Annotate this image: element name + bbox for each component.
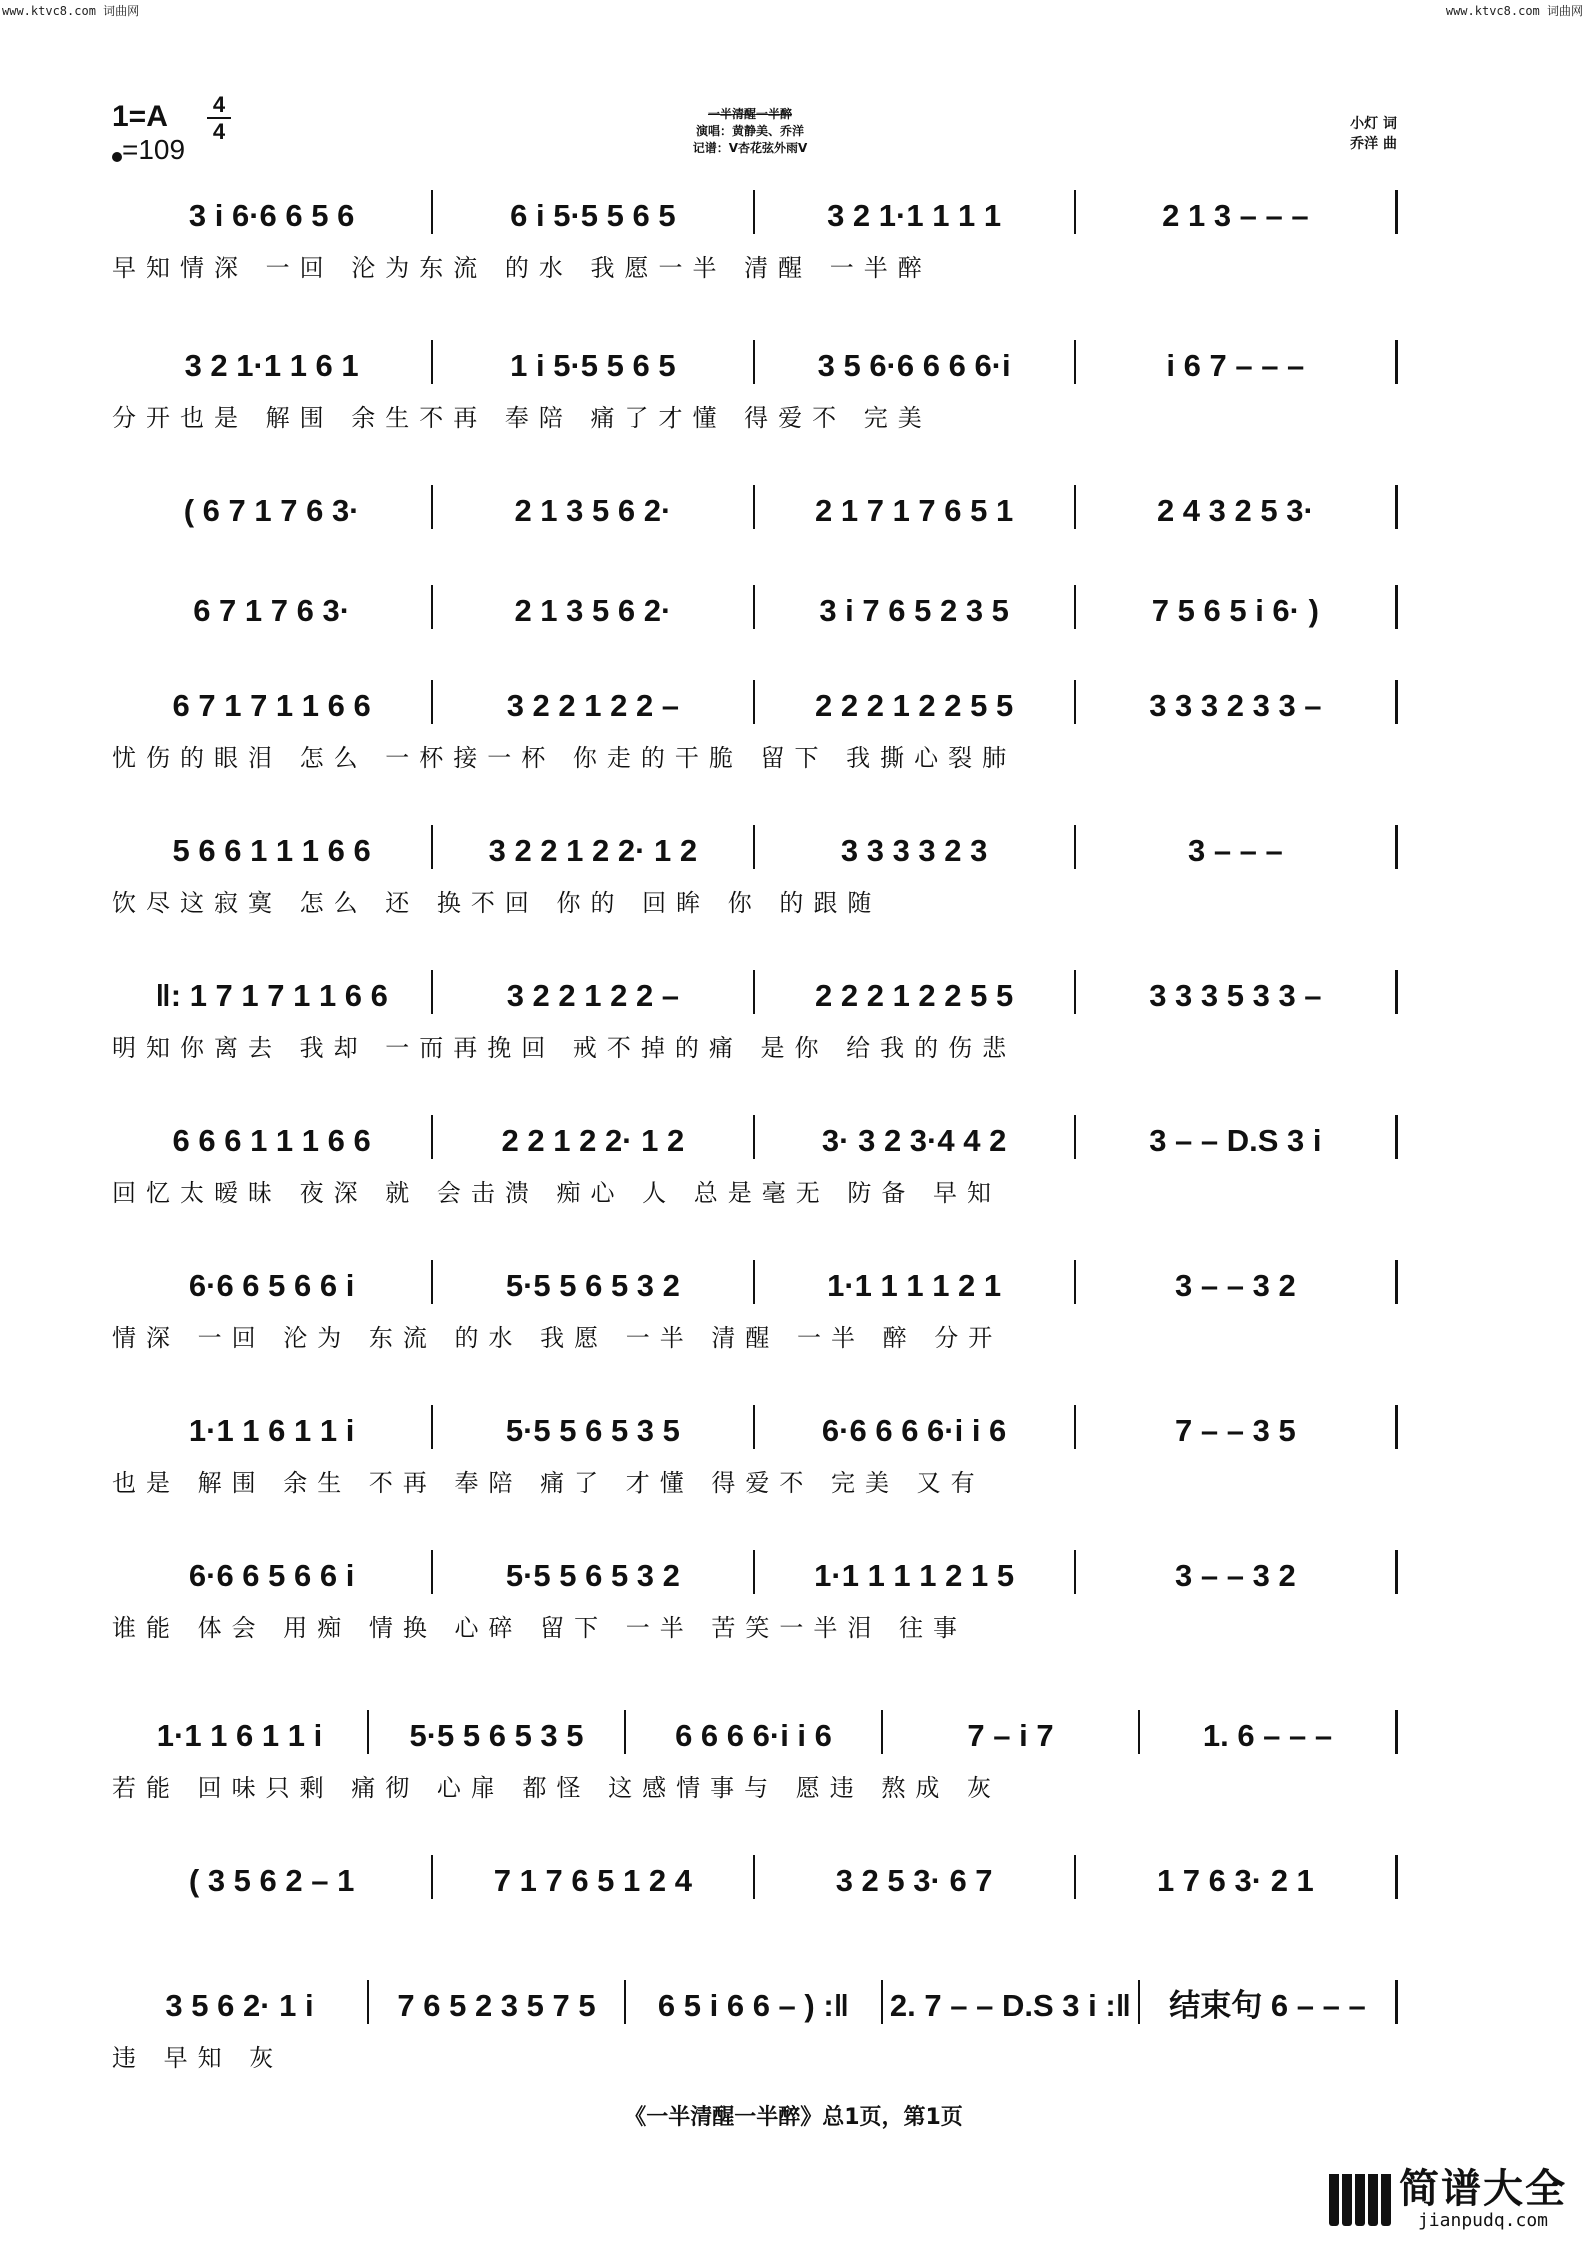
measure	[755, 825, 1076, 869]
measure	[1076, 190, 1398, 234]
measure-notes: 1·1 1 6 1 1 i	[188, 1413, 355, 1448]
notes-row	[112, 825, 1398, 869]
measure-notes: 2 2 2 1 2 2 5 5	[815, 688, 1014, 723]
measure-notes: 5·5 5 6 5 3 5	[505, 1413, 680, 1448]
measure-notes: 7 6 5 2 3 5 7 5	[397, 1988, 596, 2023]
measure	[755, 1405, 1076, 1449]
piano-keys-icon	[1329, 2174, 1391, 2226]
logo-url: jianpudq.com	[1417, 2210, 1549, 2231]
measure-notes: 3 – – –	[1187, 833, 1283, 868]
measure-notes: 3 2 1·1 1 1 1	[827, 198, 1002, 233]
measure	[1076, 1260, 1398, 1304]
measure-notes: 6 5 i 6 6 – ) :‖	[657, 1988, 850, 2023]
measure	[1076, 825, 1398, 869]
measure	[112, 1980, 369, 2024]
lyrics-row: 谁能 体会 用痴 情换 心碎 留下 一半 苦笑一半泪 往事	[112, 1614, 968, 1640]
score-line	[112, 1115, 1398, 1205]
measure	[433, 585, 754, 629]
page-footer: 《一半清醒一半醉》总1页，第1页	[624, 2105, 963, 2130]
measure-notes: 1·1 1 1 1 2 1	[827, 1268, 1002, 1303]
notes-row	[112, 680, 1398, 724]
logo-text	[1399, 2168, 1567, 2231]
measure	[112, 1550, 433, 1594]
measure	[1076, 585, 1398, 629]
score-line	[112, 1980, 1398, 2070]
measure-notes: 3 5 6 2· 1 i	[165, 1988, 314, 2023]
song-title: 一半清醒一半醉	[707, 107, 792, 121]
measure	[112, 1260, 433, 1304]
measure	[1076, 1405, 1398, 1449]
notes-row	[112, 585, 1398, 629]
measure-notes: 2. 7 – – D.S 3 i :‖	[889, 1988, 1132, 2023]
site-logo	[1329, 2168, 1567, 2231]
measure	[112, 340, 433, 384]
measure	[1076, 680, 1398, 724]
composer: 乔洋 曲	[1350, 136, 1397, 152]
lyrics-row: 情深 一回 沦为 东流 的水 我愿 一半 清醒 一半 醉 分开	[112, 1324, 1003, 1350]
measure-notes: 3 i 7 6 5 2 3 5	[819, 593, 1009, 628]
measure-notes: i 6 7 – – –	[1166, 348, 1305, 383]
measure	[112, 1710, 369, 1754]
watermark-left: www.ktvc8.com 词曲网	[2, 4, 140, 18]
measure	[755, 680, 1076, 724]
measure	[369, 1710, 626, 1754]
measure	[755, 1550, 1076, 1594]
measure	[433, 485, 754, 529]
notes-row	[112, 1980, 1398, 2024]
score-line	[112, 825, 1398, 915]
score-line	[112, 485, 1398, 575]
key-signature: 1=A	[112, 100, 168, 133]
time-bottom: 4	[212, 119, 226, 144]
tempo-marking	[112, 134, 185, 166]
measure	[433, 970, 754, 1014]
measure-notes: 3 3 3 3 2 3	[840, 833, 988, 868]
measure	[112, 1115, 433, 1159]
measure	[112, 825, 433, 869]
measure	[112, 1405, 433, 1449]
measure-notes: 7 – i 7	[967, 1718, 1054, 1753]
measure-notes: 3 3 3 5 3 3 –	[1149, 978, 1322, 1013]
measure-notes: 6·6 6 5 6 6 i	[188, 1558, 355, 1593]
measure	[112, 1855, 433, 1899]
score-line	[112, 1855, 1398, 1945]
measure	[1076, 970, 1398, 1014]
measure-notes: 2 2 1 2 2· 1 2	[501, 1123, 685, 1158]
watermark-right: www.ktvc8.com 词曲网	[1445, 4, 1583, 18]
measure-notes: 3 2 2 1 2 2 –	[506, 688, 680, 723]
score-line	[112, 1260, 1398, 1350]
notes-row	[112, 970, 1398, 1014]
measure	[369, 1980, 626, 2024]
measure-notes: 3 – – D.S 3 i	[1149, 1123, 1322, 1158]
measure	[755, 485, 1076, 529]
lyrics-row: 分开也是 解围 余生不再 奉陪 痛了才懂 得爱不 完美	[112, 404, 932, 430]
quarter-note-icon	[112, 152, 122, 162]
lyrics-row: 明知你离去 我却 一而再挽回 戒不掉的痛 是你 给我的伤悲	[112, 1034, 1017, 1060]
score-line	[112, 1405, 1398, 1495]
measure-notes: 2 1 3 – – –	[1162, 198, 1309, 233]
measure	[755, 970, 1076, 1014]
measure-notes: 3 2 1·1 1 6 1	[184, 348, 359, 383]
measure	[433, 190, 754, 234]
notes-row	[112, 1855, 1398, 1899]
transcriber: 记谱：V杏花弦外雨V	[692, 141, 808, 155]
measure-notes: 6 7 1 7 1 1 6 6	[172, 688, 371, 723]
measure	[755, 340, 1076, 384]
measure-notes: 3 – – 3 2	[1175, 1558, 1296, 1593]
measure-notes: 7 – – 3 5	[1175, 1413, 1296, 1448]
notes-row	[112, 485, 1398, 529]
score-line	[112, 340, 1398, 430]
notes-row	[112, 190, 1398, 234]
measure-notes: 5·5 5 6 5 3 5	[409, 1718, 584, 1753]
notes-row	[112, 1550, 1398, 1594]
measure	[112, 970, 433, 1014]
lyrics-row: 饮尽这寂寞 怎么 还 换不回 你的 回眸 你 的跟随	[112, 889, 882, 915]
measure	[755, 585, 1076, 629]
lyrics-row: 早知情深 一回 沦为东流 的水 我愿一半 清醒 一半醉	[112, 254, 932, 280]
measure	[433, 1855, 754, 1899]
score-line	[112, 1710, 1398, 1800]
song-title-block	[630, 106, 870, 157]
measure-notes: 3 2 2 1 2 2 –	[506, 978, 680, 1013]
measure-notes: 结束句 6 – – –	[1169, 1988, 1366, 2023]
measure	[883, 1710, 1140, 1754]
measure-notes: 1 7 6 3· 2 1	[1156, 1863, 1314, 1898]
lyrics-row: 忧伤的眼泪 怎么 一杯接一杯 你走的干脆 留下 我撕心裂肺	[112, 744, 1017, 770]
score-line	[112, 585, 1398, 675]
measure-notes: 3 – – 3 2	[1175, 1268, 1296, 1303]
measure-notes: 6 6 6 6·i i 6	[675, 1718, 832, 1753]
measure-notes: 3· 3 2 3·4 4 2	[821, 1123, 1007, 1158]
measure-notes: ‖: 1 7 1 7 1 1 6 6	[155, 978, 388, 1013]
time-signature	[205, 92, 233, 144]
measure-notes: 6 7 1 7 6 3·	[193, 593, 351, 628]
credits	[1350, 114, 1397, 154]
measure-notes: 2 2 2 1 2 2 5 5	[815, 978, 1014, 1013]
measure	[1076, 1550, 1398, 1594]
measure-notes: 1·1 1 6 1 1 i	[156, 1718, 323, 1753]
measure-notes: 3 3 3 2 3 3 –	[1149, 688, 1322, 723]
measure-notes: 1 i 5·5 5 6 5	[510, 348, 676, 383]
measure	[112, 190, 433, 234]
logo-name: 简谱大全	[1399, 2166, 1567, 2212]
score-line	[112, 970, 1398, 1060]
score-line	[112, 190, 1398, 280]
measure	[755, 1115, 1076, 1159]
measure	[433, 1260, 754, 1304]
measure	[1076, 485, 1398, 529]
measure-notes: 7 5 6 5 i 6· )	[1151, 593, 1319, 628]
measure	[626, 1980, 883, 2024]
singer: 演唱：黄静美、乔洋	[695, 124, 804, 138]
tempo-value: =109	[122, 134, 186, 165]
measure-notes: 5 6 6 1 1 1 6 6	[172, 833, 371, 868]
measure	[112, 485, 433, 529]
measure	[112, 585, 433, 629]
measure-notes: ( 6 7 1 7 6 3·	[183, 493, 360, 528]
measure-notes: 6 6 6 1 1 1 6 6	[172, 1123, 371, 1158]
measure	[1140, 1980, 1398, 2024]
measure-notes: 1. 6 – – –	[1202, 1718, 1333, 1753]
measure-notes: 2 1 3 5 6 2·	[514, 493, 672, 528]
time-top: 4	[212, 92, 226, 117]
measure	[883, 1980, 1140, 2024]
measure	[1076, 340, 1398, 384]
measure	[1076, 1855, 1398, 1899]
lyrics-row: 若能 回味只剩 痛彻 心扉 都怪 这感情事与 愿违 熬成 灰	[112, 1774, 1002, 1800]
measure-notes: 5·5 5 6 5 3 2	[505, 1268, 680, 1303]
measure-notes: 3 2 5 3· 6 7	[835, 1863, 993, 1898]
score-line	[112, 680, 1398, 770]
notes-row	[112, 1405, 1398, 1449]
score-line	[112, 1550, 1398, 1640]
lyrics-row	[112, 543, 1398, 575]
notes-row	[112, 340, 1398, 384]
measure	[755, 190, 1076, 234]
measure	[433, 340, 754, 384]
measure-notes: 3 i 6·6 6 5 6	[188, 198, 355, 233]
measure-notes: 7 1 7 6 5 1 2 4	[493, 1863, 692, 1898]
measure	[433, 1115, 754, 1159]
measure-notes: 6·6 6 6 6·i i 6	[821, 1413, 1007, 1448]
measure	[1076, 1115, 1398, 1159]
measure-notes: 6 i 5·5 5 6 5	[510, 198, 676, 233]
notes-row	[112, 1260, 1398, 1304]
measure	[755, 1855, 1076, 1899]
lyricist: 小灯 词	[1350, 116, 1397, 132]
lyrics-row	[112, 643, 1398, 675]
measure	[1140, 1710, 1398, 1754]
lyrics-row: 也是 解围 余生 不再 奉陪 痛了 才懂 得爱不 完美 又有	[112, 1469, 985, 1495]
lyrics-row	[112, 1913, 1398, 1945]
measure	[433, 1550, 754, 1594]
measure-notes: 3 5 6·6 6 6 6·i	[817, 348, 1011, 383]
measure-notes: 2 4 3 2 5 3·	[1156, 493, 1314, 528]
measure	[433, 1405, 754, 1449]
measure-notes: 6·6 6 5 6 6 i	[188, 1268, 355, 1303]
measure	[433, 680, 754, 724]
measure-notes: 2 1 7 1 7 6 5 1	[815, 493, 1014, 528]
measure	[433, 825, 754, 869]
measure-notes: 1·1 1 1 1 2 1 5	[814, 1558, 1015, 1593]
lyrics-row: 回忆太暧昧 夜深 就 会击溃 痴心 人 总是毫无 防备 早知	[112, 1179, 1002, 1205]
measure	[626, 1710, 883, 1754]
measure	[112, 680, 433, 724]
measure-notes: 5·5 5 6 5 3 2	[505, 1558, 680, 1593]
measure-notes: 3 2 2 1 2 2· 1 2	[488, 833, 698, 868]
notes-row	[112, 1710, 1398, 1754]
lyrics-row: 违 早知 灰	[112, 2044, 284, 2070]
notes-row	[112, 1115, 1398, 1159]
measure	[755, 1260, 1076, 1304]
measure-notes: 2 1 3 5 6 2·	[514, 593, 672, 628]
measure-notes: ( 3 5 6 2 – 1	[188, 1863, 355, 1898]
